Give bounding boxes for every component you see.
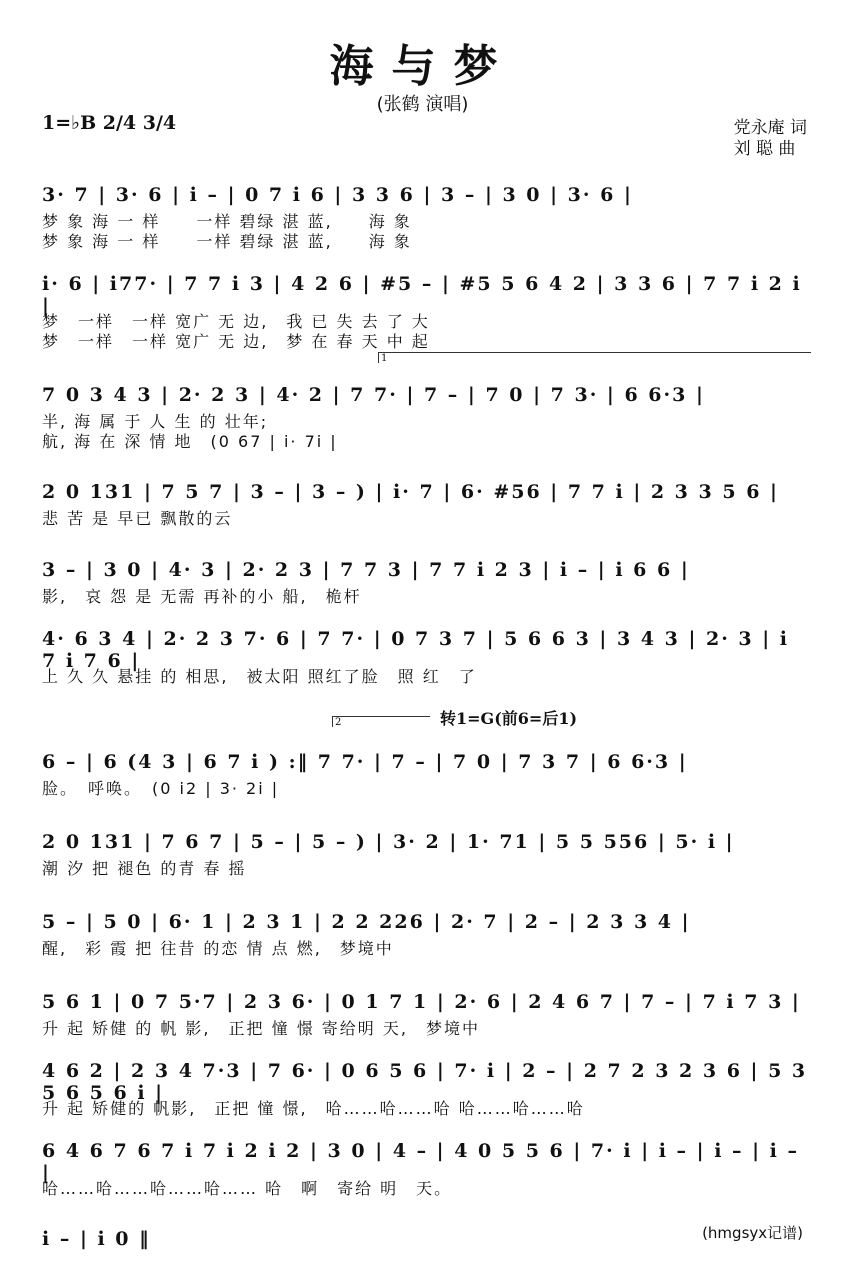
lyric-line: 脸。 呼唤。 (0 i2 | 3· 2i | [42, 779, 280, 798]
notation-line: i· 6 | i77· | 7 7 i 3 | 4 2 6 | #5 – | #5 5 6 4 2 | 3 3 6 | 7 7 i 2 i | [42, 273, 802, 317]
lyric-line: 上 久 久 悬挂 的 相思, 被太阳 照红了脸 照 红 了 [42, 667, 477, 686]
notation-line: 6 4 6 7 6 7 i 7 i 2 i 2 | 3 0 | 4 – | 4 0 5 5 6 | 7· i | i – | i – | i – | [42, 1140, 800, 1184]
lyric-line: 梦 一样 一样 宽广 无 边, 梦 在 春 天 中 起 [42, 332, 430, 351]
score-row [42, 905, 812, 959]
score-row [42, 1060, 812, 1119]
lyric-line: 升 起 矫健的 帆影, 正把 憧 憬, 哈……哈……哈 哈……哈……哈 [42, 1099, 585, 1118]
score-row [42, 273, 812, 352]
transcriber-credit: (hmgsyx记谱) [702, 1224, 803, 1242]
lyric-line: 影, 哀 怨 是 无需 再补的小 船, 桅杆 [42, 587, 362, 606]
lyric-line: 潮 汐 把 褪色 的青 春 摇 [42, 859, 247, 878]
key-signature: 1=♭B 2/4 3/4 [42, 112, 177, 134]
notation-line: 2 0 131 | 7 5 7 | 3 – | 3 – ) | i· 7 | 6· #56 | 7 7 i | 2 3 3 5 6 | [42, 481, 779, 503]
notation-line: 4 6 2 | 2 3 4 7·3 | 7 6· | 0 6 5 6 | 7· i | 2 – | 2 7 2 3 2 3 6 | 5 3 5 6 5 6 i | [42, 1060, 808, 1104]
notation-line: 6 – | 6 (4 3 | 6 7 i ) :‖ 7 7· | 7 – | 7 0 | 7 3 7 | 6 6·3 | [42, 751, 688, 773]
score-row [42, 628, 812, 687]
lyric-line: 醒, 彩 霞 把 往昔 的恋 情 点 燃, 梦境中 [42, 939, 394, 958]
score-row [42, 1140, 812, 1199]
volta-1: 1 [378, 352, 811, 363]
score-row [42, 745, 812, 799]
score-row [42, 475, 812, 529]
notation-line: 2 0 131 | 7 6 7 | 5 – | 5 – ) | 3· 2 | 1· 71 | 5 5 556 | 5· i | [42, 831, 735, 853]
lyric-line: 梦 象 海 一 样 一样 碧绿 湛 蓝, 海 象 [42, 232, 412, 251]
song-title: 海与梦 [329, 41, 516, 92]
notation-line: 5 – | 5 0 | 6· 1 | 2 3 1 | 2 2 226 | 2· 7 | 2 – | 2 3 3 4 | [42, 911, 691, 933]
lyric-line: 梦 一样 一样 宽广 无 边, 我 已 失 去 了 大 [42, 312, 430, 331]
notation-line: 3· 7 | 3· 6 | i – | 0 7 i 6 | 3 3 6 | 3 – | 3 0 | 3· 6 | [42, 184, 633, 206]
lyric-line: 哈……哈……哈……哈…… 哈 啊 寄给 明 天。 [42, 1179, 453, 1198]
score-row [42, 1222, 812, 1256]
lyricist-credit: 党永庵 词 [733, 118, 807, 138]
score-row [42, 825, 812, 879]
notation-line: 3 – | 3 0 | 4· 3 | 2· 2 3 | 7 7 3 | 7 7 i 2 3 | i – | i 6 6 | [42, 559, 690, 581]
score-row [42, 378, 812, 452]
composer-credit: 刘 聪 曲 [733, 139, 796, 159]
singer-credit: (张鹤 演唱) [376, 94, 469, 115]
lyric-line: 悲 苦 是 早已 飘散的云 [42, 509, 233, 528]
notation-line: i – | i 0 ‖ [42, 1228, 151, 1250]
notation-line: 4· 6 3 4 | 2· 2 3 7· 6 | 7 7· | 0 7 3 7 | 5 6 6 3 | 3 4 3 | 2· 3 | i 7 i 7 6 | [42, 628, 790, 672]
lyric-line: 半, 海 属 于 人 生 的 壮年; [42, 412, 269, 431]
lyric-line: 升 起 矫健 的 帆 影, 正把 憧 憬 寄给明 天, 梦境中 [42, 1019, 480, 1038]
credits [734, 118, 807, 160]
score-row [42, 178, 812, 252]
modulation-label: 转1=G(前6=后1) [440, 709, 578, 728]
lyric-line: 梦 象 海 一 样 一样 碧绿 湛 蓝, 海 象 [42, 212, 412, 231]
score-row [42, 553, 812, 607]
volta-2: 2 [332, 716, 430, 727]
notation-line: 7 0 3 4 3 | 2· 2 3 | 4· 2 | 7 7· | 7 – | 7 0 | 7 3· | 6 6·3 | [42, 384, 705, 406]
lyric-line: 航, 海 在 深 情 地 (0 67 | i· 7i | [42, 432, 338, 451]
score-row [42, 985, 812, 1039]
notation-line: 5 6 1 | 0 7 5·7 | 2 3 6· | 0 1 7 1 | 2· 6 | 2 4 6 7 | 7 – | 7 i 7 3 | [42, 991, 801, 1013]
